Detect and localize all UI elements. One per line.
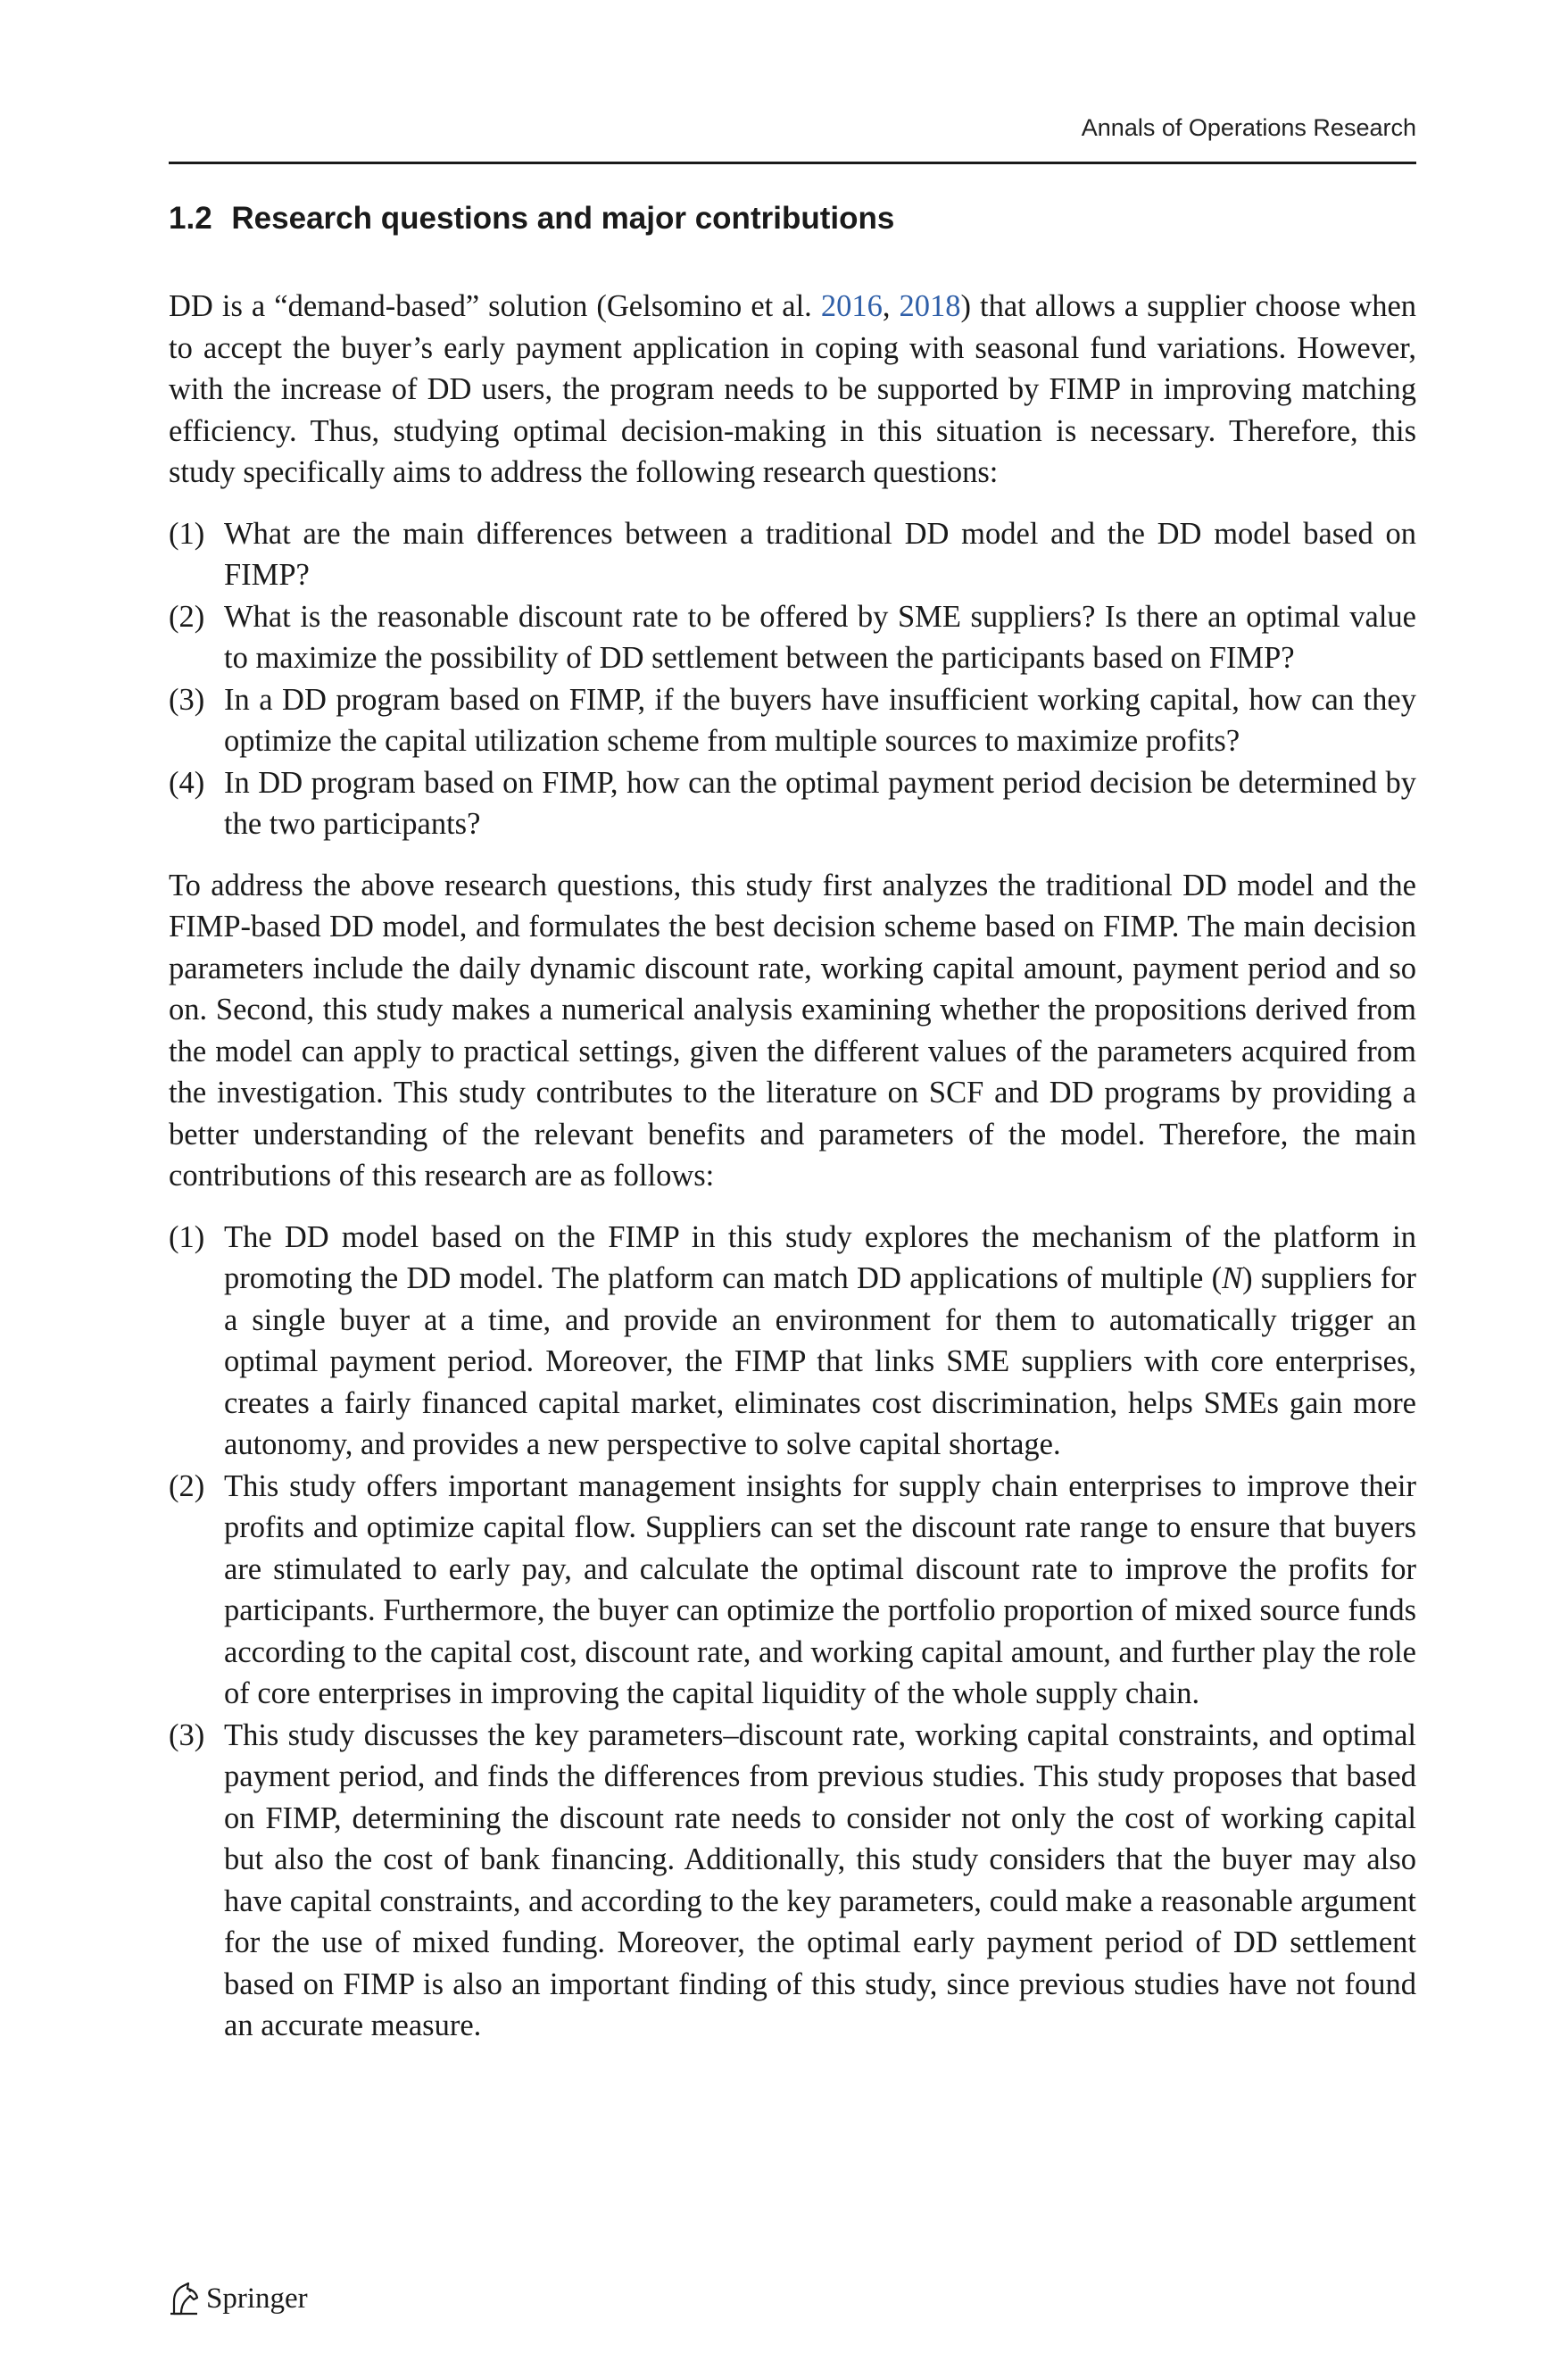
running-header [169, 114, 1416, 142]
list-item-text: The DD model based on the FIMP in this study explores the mechanism of the platform in promoting the DD model. The platform can match DD applications of multiple ( [224, 1219, 1416, 1295]
list-item [169, 1466, 1416, 1715]
list-marker: (2) [169, 1468, 205, 1503]
list-marker: (1) [169, 516, 205, 551]
contributions-list [169, 1217, 1416, 2047]
list-marker: (1) [169, 1219, 205, 1254]
intro-text-start: DD is a “demand-based” solution (Gelsomino et al. [169, 289, 821, 323]
list-item-text: What are the main differences between a traditional DD model and the DD model based on FIMP? [224, 516, 1416, 592]
body-text [169, 286, 1416, 2066]
section-title: Research questions and major contributions [231, 201, 895, 236]
list-item-text: This study offers important management insights for supply chain enterprises to improve their profits and optimize capital flow. Suppliers can set the discount rate range to ensure that buyers are stimulated to early pay, and calculate the optimal discount rate to improve the profits for participants. Furthermore, the buyer can optimize the portfolio proportion of mixed source funds according to the capital cost, discount rate, and working capital amount, and further play the role of core enterprises in improving the capital liquidity of the whole supply chain. [224, 1468, 1416, 1710]
list-marker: (3) [169, 682, 205, 717]
springer-horse-icon [169, 2282, 201, 2316]
list-item [169, 1217, 1416, 1466]
intro-paragraph [169, 286, 1416, 494]
list-item [169, 762, 1416, 845]
publisher-name: Springer [206, 2282, 308, 2315]
list-item [169, 1715, 1416, 2047]
list-item-text-cont: ) suppliers for a single buyer at a time, and provide an environment for them to automatically trigger an optimal payment period. Moreover, the FIMP that links SME suppliers with core enterprises, creates a fairly financed capital market, eliminates cost discrimination, helps SMEs gain more autonomy, and provides a new perspective to solve capital shortage. [224, 1261, 1416, 1461]
citation-link-2018[interactable]: 2018 [899, 289, 961, 323]
list-item-text: This study discusses the key parameters–discount rate, working capital constraints, and optimal payment period, and finds the differences from previous studies. This study proposes that based on FIMP, determining the discount rate needs to consider not only the cost of working capital but also the cost of bank financing. Additionally, this study considers that the buyer may also have capital constraints, and according to the key parameters, could make a reasonable argument for the use of mixed funding. Moreover, the optimal early payment period of DD settlement based on FIMP is also an important finding of this study, since previous studies have not found an accurate measure. [224, 1717, 1416, 2042]
citation-link-2016[interactable]: 2016 [820, 289, 883, 323]
list-item-text: In a DD program based on FIMP, if the buyers have insufficient working capital, how can they optimize the capital utilization scheme from multiple sources to maximize profits? [224, 682, 1416, 758]
list-marker: (4) [169, 765, 205, 800]
methods-paragraph: To address the above research questions, this study first analyzes the traditional DD model and the FIMP-based DD model, and formulates the best decision scheme based on FIMP. The main decision parameters include the daily dynamic discount rate, working capital amount, payment period and so on. Second, this study makes a numerical analysis examining whether the propositions derived from the model can apply to practical settings, given the different values of the parameters acquired from the investigation. This study contributes to the literature on SCF and DD programs by providing a better understanding of the relevant benefits and parameters of the model. Therefore, the main contributions of this research are as follows: [169, 868, 1416, 1193]
list-marker: (3) [169, 1717, 205, 1752]
intro-text-end: ) that allows a supplier choose when to accept the buyer’s early payment application in coping with seasonal fund variations. However, with the increase of DD users, the program needs to be supported by FIMP in improving matching efficiency. Thus, studying optimal decision-making in this situation is necessary. Therefore, this study specifically aims to address the following research questions: [169, 289, 1417, 489]
header-rule [169, 162, 1416, 164]
math-variable: N [1222, 1261, 1243, 1295]
list-marker: (2) [169, 599, 205, 634]
section-heading [169, 201, 894, 237]
list-item [169, 513, 1416, 596]
section-number: 1.2 [169, 201, 212, 236]
list-item [169, 679, 1416, 762]
list-item-text: What is the reasonable discount rate to be offered by SME suppliers? Is there an optimal value to maximize the possibility of DD settlement between the participants based on FIMP? [224, 599, 1416, 675]
journal-name: Annals of Operations Research [1081, 114, 1416, 141]
research-questions-list [169, 513, 1416, 845]
citation-separator: , [882, 289, 900, 323]
page-footer [169, 2282, 308, 2316]
list-item-text: In DD program based on FIMP, how can the optimal payment period decision be determined by the two participants? [224, 765, 1416, 841]
list-item [169, 596, 1416, 679]
